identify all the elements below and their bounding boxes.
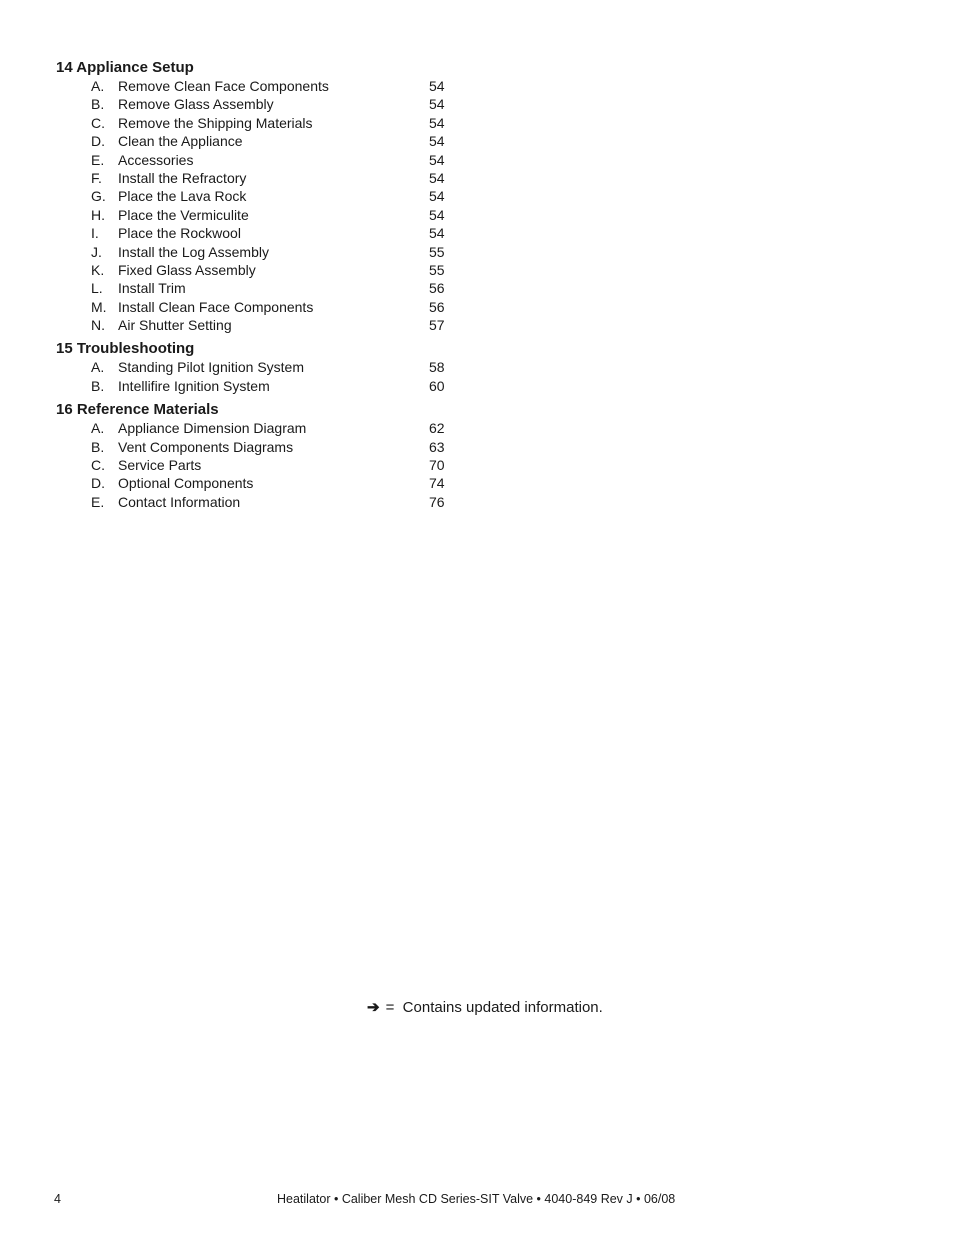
entry-label: Vent Components Diagrams — [118, 438, 294, 455]
entry-label: Place the Rockwool — [118, 225, 241, 242]
entry-page-number: 57 — [429, 317, 445, 334]
entry-page-number: 56 — [429, 298, 445, 315]
toc-entry[interactable] — [56, 132, 456, 150]
entry-label: Install Clean Face Components — [118, 298, 314, 315]
entry-page-number: 54 — [429, 206, 445, 223]
entry-letter: L. — [91, 280, 103, 297]
toc-entry[interactable] — [56, 279, 456, 297]
section-title: 15 Troubleshooting — [56, 340, 195, 358]
entry-letter: D. — [91, 475, 105, 492]
entry-page-number: 54 — [429, 188, 445, 205]
toc-entry[interactable] — [56, 261, 456, 279]
entry-letter: B. — [91, 438, 105, 455]
section-title: 16 Reference Materials — [56, 401, 219, 419]
entry-page-number: 74 — [429, 475, 445, 492]
entry-label: Remove Clean Face Components — [118, 78, 329, 94]
entry-label: Install the Refractory — [118, 169, 247, 186]
toc-section — [56, 58, 456, 334]
entry-page-number: 62 — [429, 420, 445, 437]
entry-letter: F. — [91, 169, 102, 186]
table-of-contents — [56, 58, 456, 516]
entry-label: Place the Lava Rock — [118, 188, 247, 205]
legend — [367, 998, 603, 1017]
entry-page-number: 54 — [429, 133, 445, 150]
entry-letter: B. — [91, 377, 105, 394]
entry-letter: M. — [91, 298, 107, 315]
toc-entry[interactable] — [56, 456, 456, 474]
entry-label: Accessories — [118, 151, 194, 168]
toc-entry[interactable] — [56, 243, 456, 261]
entry-page-number: 54 — [429, 151, 445, 168]
entry-label: Clean the Appliance — [118, 133, 243, 150]
entry-page-number: 54 — [429, 114, 445, 131]
entry-letter: N. — [91, 317, 105, 334]
entry-letter: B. — [91, 96, 105, 113]
entry-label: Air Shutter Setting — [118, 317, 232, 334]
toc-entry[interactable] — [56, 95, 456, 113]
right-arrow-icon: ➔ — [367, 999, 380, 1016]
entry-label: Remove Glass Assembly — [118, 96, 274, 113]
footer-text: Heatilator • Caliber Mesh CD Series-SIT Valve • 4040-849 Rev J • 06/08 — [277, 1192, 676, 1206]
entry-page-number: 56 — [429, 280, 445, 297]
entry-letter: I. — [91, 225, 99, 242]
entry-label: Remove the Shipping Materials — [118, 114, 313, 131]
entry-letter: K. — [91, 261, 105, 278]
entry-page-number: 54 — [429, 78, 445, 94]
entry-letter: C. — [91, 457, 105, 474]
toc-entry[interactable] — [56, 419, 456, 437]
entry-label: Service Parts — [118, 457, 202, 474]
entry-letter: H. — [91, 206, 105, 223]
toc-entry[interactable] — [56, 224, 456, 242]
toc-entry[interactable] — [56, 474, 456, 492]
entry-page-number: 58 — [429, 359, 445, 376]
entry-label: Contact Information — [118, 493, 241, 510]
entry-label: Appliance Dimension Diagram — [118, 420, 307, 437]
entry-label: Intellifire Ignition System — [118, 377, 270, 394]
entry-page-number: 60 — [429, 377, 445, 394]
entry-label: Fixed Glass Assembly — [118, 261, 256, 278]
section-title: 14 Appliance Setup — [56, 59, 194, 76]
entry-page-number: 55 — [429, 243, 445, 260]
toc-entry[interactable] — [56, 358, 456, 376]
page-number: 4 — [54, 1192, 61, 1206]
toc-entry[interactable] — [56, 377, 456, 395]
toc-entry[interactable] — [56, 114, 456, 132]
toc-section — [56, 400, 456, 511]
entry-page-number: 54 — [429, 169, 445, 186]
entry-letter: A. — [91, 359, 105, 376]
entry-letter: C. — [91, 114, 105, 131]
toc-entry[interactable] — [56, 493, 456, 511]
entry-letter: G. — [91, 188, 106, 205]
legend-text: = Contains updated information. — [385, 999, 603, 1016]
entry-letter: E. — [91, 151, 105, 168]
toc-entry[interactable] — [56, 169, 456, 187]
entry-letter: A. — [91, 78, 105, 94]
entry-page-number: 54 — [429, 225, 445, 242]
toc-entry[interactable] — [56, 206, 456, 224]
entry-letter: D. — [91, 133, 105, 150]
entry-label: Install Trim — [118, 280, 186, 297]
entry-page-number: 54 — [429, 96, 445, 113]
entry-label: Place the Vermiculite — [118, 206, 249, 223]
entry-label: Install the Log Assembly — [118, 243, 269, 260]
entry-label: Standing Pilot Ignition System — [118, 359, 304, 376]
toc-entry[interactable] — [56, 316, 456, 334]
toc-section — [56, 339, 456, 395]
toc-entry[interactable] — [56, 298, 456, 316]
entry-page-number: 70 — [429, 457, 445, 474]
entry-page-number: 76 — [429, 493, 445, 510]
entry-page-number: 55 — [429, 261, 445, 278]
toc-entry[interactable] — [56, 438, 456, 456]
toc-entry[interactable] — [56, 151, 456, 169]
entry-letter: J. — [91, 243, 102, 260]
toc-entry[interactable] — [56, 187, 456, 205]
entry-label: Optional Components — [118, 475, 254, 492]
entry-letter: A. — [91, 420, 105, 437]
toc-entry[interactable] — [56, 77, 456, 95]
entry-page-number: 63 — [429, 438, 445, 455]
entry-letter: E. — [91, 493, 105, 510]
